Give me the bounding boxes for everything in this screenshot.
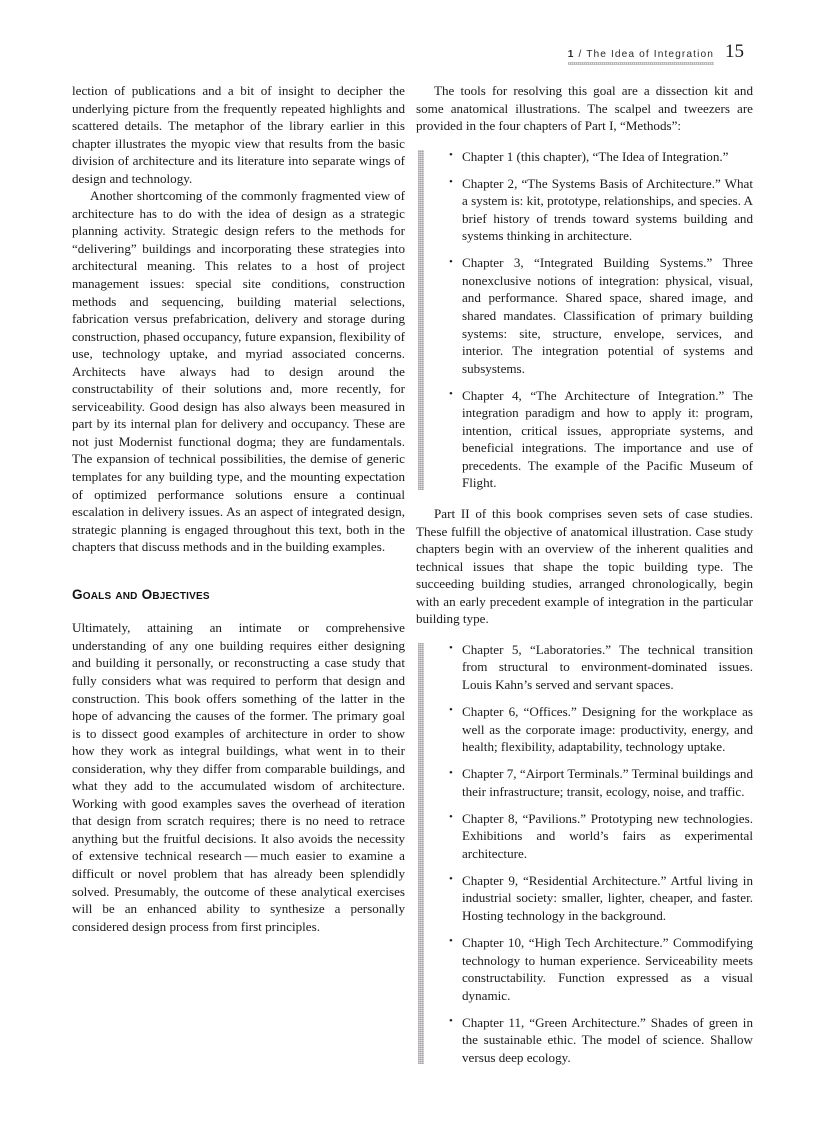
paragraph-tools: The tools for resolving this goal are a dissection kit and some anatomical illustrations. The scalpel and tweezers are provided in the four chapters of Part I, “Methods”: xyxy=(416,83,753,134)
left-text-column xyxy=(72,82,405,935)
part-one-chapter-list xyxy=(449,148,753,492)
list-item: • Chapter 5, “Laboratories.” The technical transition from structural to environment-dominated issues. Louis Kahn’s served and servant spaces. xyxy=(449,641,753,694)
list-item: • Chapter 4, “The Architecture of Integration.” The integration paradigm and how to apply it: program, intention, critical issues, appropriate systems, and beneficial integrations. The importance and use of precedents. The example of the Pacific Museum of Flight. xyxy=(449,387,753,492)
part-two-chapter-list-block xyxy=(416,641,753,1066)
running-head-title-wrap xyxy=(568,49,714,68)
paragraph-shortcoming: Another shortcoming of the commonly fragmented view of architecture has to do with the idea of design as a strategic planning activity. Strategic design refers to the methods for “delivering” buildings and incorporating these strategies into architectural meaning. This relates to a host of project management issues: special site conditions, construction methods and sequencing, building material selections, fabrication versus prefabrication, delivery and storage during construction, phased occupancy, future expansion, flexibility of use, technology uptake, and myriad associated concerns. Architects have always had to design around the constructability of their solutions and, more recently, for serviceability. Good design has also always been measured in part by its internal plan for delivery and occupancy. These are not just Modernist functional dogma; they are fundamentals. The expansion of technical possibilities, the demise of generic templates for any building type, and the mounting expectation of optimized performance solutions ensure a continual escalation in delivery issues. As an aspect of integrated design, strategic planning is engaged throughout this text, both in the chapters that discuss methods and in the building examples. xyxy=(72,188,405,555)
page-number: 15 xyxy=(725,41,744,62)
running-head-title xyxy=(568,49,714,60)
list-item: • Chapter 6, “Offices.” Designing for the workplace as well as the corporate image: productivity, energy, and health; flexibility, adaptability, technology uptake. xyxy=(449,703,753,756)
paragraph-continued: lection of publications and a bit of insight to decipher the underlying picture from the frequently repeated highlights and scattered details. The metaphor of the library earlier in this chapter illustrates the myopic view that results from the basic division of architecture and its literature into separate wings of design and technology. xyxy=(72,83,405,186)
paragraph-part-two: Part II of this book comprises seven sets of case studies. These fulfill the objective of anatomical illustration. Case study chapters begin with an overview of the inherent qualities and technical issues that shape the topic building type. The succeeding building studies, arranged chronologically, begin with an early precedent example of integration in the particular building type. xyxy=(416,505,753,627)
list-item: • Chapter 3, “Integrated Building Systems.” Three nonexclusive notions of integration: physical, visual, and performance. Shared space, shared image, and shared mandates. Classification of primary building systems: site, structure, envelope, services, and interior. The integration potential of systems and subsystems. xyxy=(449,254,753,377)
list-side-rule xyxy=(418,150,424,490)
list-item: • Chapter 7, “Airport Terminals.” Terminal buildings and their infrastructure; transit, ecology, noise, and traffic. xyxy=(449,765,753,800)
section-heading-goals-and-objectives: Goals and Objectives xyxy=(72,586,210,602)
list-item: • Chapter 2, “The Systems Basis of Architecture.” What a system is: kit, prototype, relationships, and species. A brief history of trends toward systems building and systems thinking in architecture. xyxy=(449,175,753,245)
running-head xyxy=(568,42,744,68)
running-head-rule xyxy=(568,62,714,65)
list-item: • Chapter 11, “Green Architecture.” Shades of green in the sustainable ethic. The model of science. Shallow versus deep ecology. xyxy=(449,1014,753,1067)
part-two-chapter-list xyxy=(449,641,753,1066)
list-item: • Chapter 8, “Pavilions.” Prototyping new technologies. Exhibitions and world’s fairs as experimental architecture. xyxy=(449,810,753,863)
paragraph-goals: Ultimately, attaining an intimate or comprehensive understanding of any one building requires either designing and building it personally, or reconstructing a case study that fully considers what was required to perform that design and construction. This book offers something of the latter in the hope of advancing the causes of the former. The primary goal is to dissect good examples of architecture in order to show how they work as integral buildings, what went in to their consideration, why they differ from comparable buildings, and what they add to the accumulated wisdom of architecture. Working with good examples saves the overhead of iteration that design from scratch requires; there is no need to retrace anything but the fruitful decisions. It also avoids the necessity of extensive technical research — much easier to examine a difficult or novel problem that has already been splendidly solved. Presumably, the outcome of these analytical exercises will be an enhanced ability to synthesize a personally considered design process from first principles. xyxy=(72,620,405,934)
running-head-chapter-number: 1 xyxy=(567,49,575,60)
part-one-chapter-list-block xyxy=(416,148,753,492)
running-head-chapter-title: The Idea of Integration xyxy=(586,49,714,60)
list-side-rule xyxy=(418,643,424,1064)
list-item: • Chapter 1 (this chapter), “The Idea of Integration.” xyxy=(449,148,753,166)
running-head-separator: / xyxy=(578,49,583,60)
list-item: • Chapter 10, “High Tech Architecture.” Commodifying technology to human experience. Serviceability meets constructability. Function expressed as a visual dynamic. xyxy=(449,934,753,1004)
right-text-column xyxy=(416,82,753,1079)
list-item: • Chapter 9, “Residential Architecture.” Artful living in industrial society: smaller, lighter, cheaper, and faster. Hosting technology in the background. xyxy=(449,872,753,925)
